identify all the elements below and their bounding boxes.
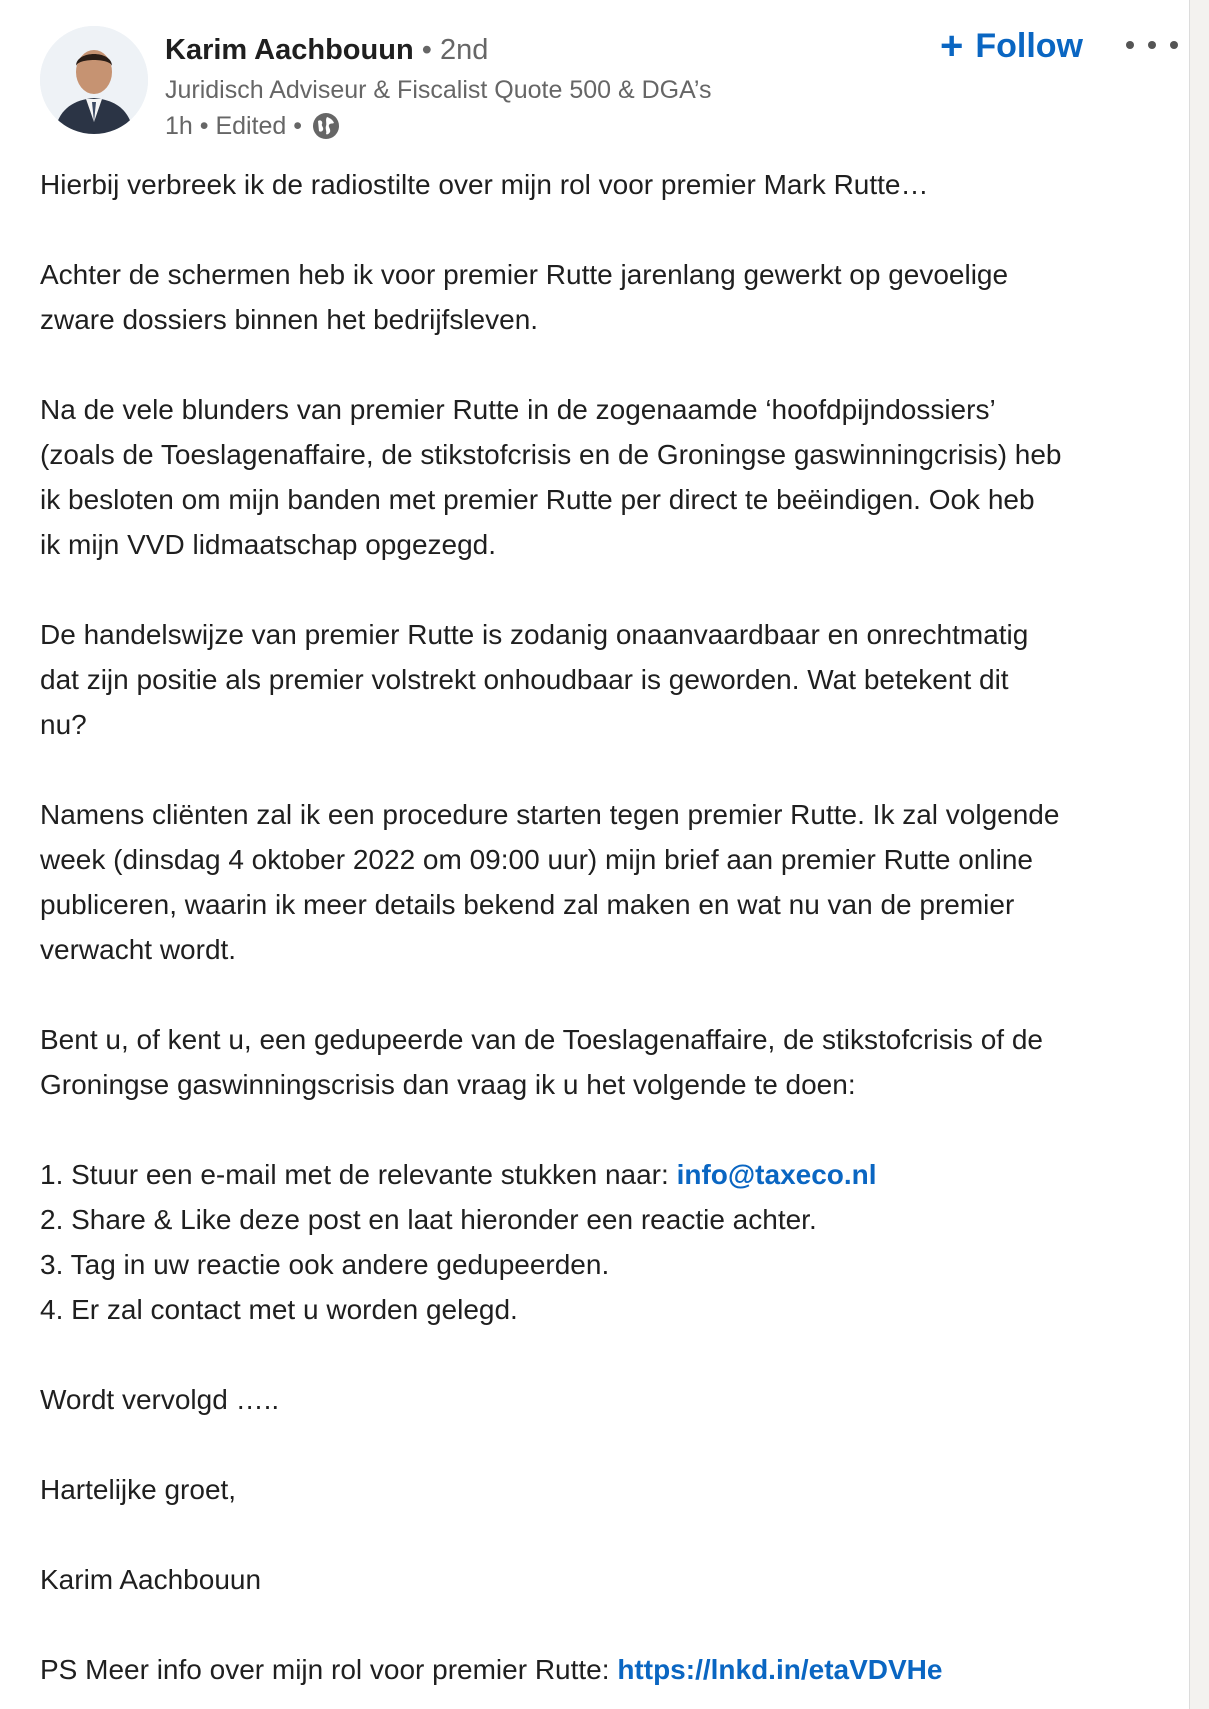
paragraph-line: Bent u, of kent u, een gedupeerde van de Toeslagenaffaire, de stikstofcrisis of de (40, 1024, 1043, 1055)
globe-icon (312, 112, 340, 140)
paragraph-line: (zoals de Toeslagenaffaire, de stikstofcrisis en de Groningse gaswinningcrisis) heb (40, 439, 1062, 470)
paragraph-line: Achter de schermen heb ik voor premier Rutte jarenlang gewerkt op gevoelige (40, 259, 1009, 290)
avatar[interactable] (40, 26, 148, 134)
email-link[interactable]: info@taxeco.nl (676, 1159, 877, 1190)
ps-text: PS Meer info over mijn rol voor premier Rutte: (40, 1654, 618, 1685)
paragraph-line: ik besloten om mijn banden met premier Rutte per direct te beëindigen. Ook heb (40, 484, 1035, 515)
more-dot (1126, 41, 1134, 49)
author-headline: Juridisch Adviseur & Fiscalist Quote 500 & DGA’s (165, 76, 712, 104)
paragraph-line: zware dossiers binnen het bedrijfsleven. (40, 304, 539, 335)
paragraph-line: publiceren, waarin ik meer details bekend zal maken en wat nu van de premier (40, 889, 1015, 920)
paragraph-line: ik mijn VVD lidmaatschap opgezegd. (40, 529, 497, 560)
list-item: 2. Share & Like deze post en laat hieronder een reactie achter. (40, 1204, 817, 1235)
post-body (40, 162, 1180, 1692)
more-dot (1170, 41, 1178, 49)
post-header (0, 0, 1190, 150)
paragraph-line: week (dinsdag 4 oktober 2022 om 09:00 uur) mijn brief aan premier Rutte online (40, 844, 1034, 875)
paragraph-line: Namens cliënten zal ik een procedure starten tegen premier Rutte. Ik zal volgende (40, 799, 1060, 830)
avatar-portrait-icon (40, 26, 148, 134)
paragraph-line: verwacht wordt. (40, 934, 237, 965)
paragraph-line: dat zijn positie als premier volstrekt onhoudbaar is geworden. Wat betekent dit (40, 664, 1009, 695)
greeting-line: Hartelijke groet, (40, 1474, 237, 1505)
list-item: 4. Er zal contact met u worden gelegd. (40, 1294, 518, 1325)
list-item-text: 1. Stuur een e-mail met de relevante stukken naar: (40, 1159, 677, 1190)
closing-line: Wordt vervolgd ….. (40, 1384, 280, 1415)
paragraph-line: De handelswijze van premier Rutte is zodanig onaanvaardbaar en onrechtmatig (40, 619, 1029, 650)
paragraph-line: nu? (40, 709, 87, 740)
post-timestamp: 1h • Edited • (165, 112, 303, 140)
author-name[interactable]: Karim Aachbouun (165, 34, 414, 66)
author-name-line (165, 30, 488, 70)
list-item (40, 1152, 1180, 1197)
paragraph-line: Na de vele blunders van premier Rutte in de zogenaamde ‘hoofdpijndossiers’ (40, 394, 996, 425)
follow-button[interactable] (940, 22, 1083, 70)
ps-line (40, 1647, 1180, 1692)
plus-icon: + (940, 24, 964, 68)
more-dot (1148, 41, 1156, 49)
paragraph-intro: Hierbij verbreek ik de radiostilte over mijn rol voor premier Mark Rutte… (40, 169, 929, 200)
connection-degree: • 2nd (413, 34, 489, 66)
ps-link[interactable]: https://lnkd.in/etaVDVHe (617, 1654, 943, 1685)
paragraph-line: Groningse gaswinningscrisis dan vraag ik u het volgende te doen: (40, 1069, 856, 1100)
signature: Karim Aachbouun (40, 1564, 262, 1595)
more-options-icon[interactable] (1126, 30, 1178, 60)
follow-label: Follow (975, 26, 1084, 65)
list-item: 3. Tag in uw reactie ook andere gedupeerden. (40, 1249, 610, 1280)
post-meta (165, 108, 340, 144)
